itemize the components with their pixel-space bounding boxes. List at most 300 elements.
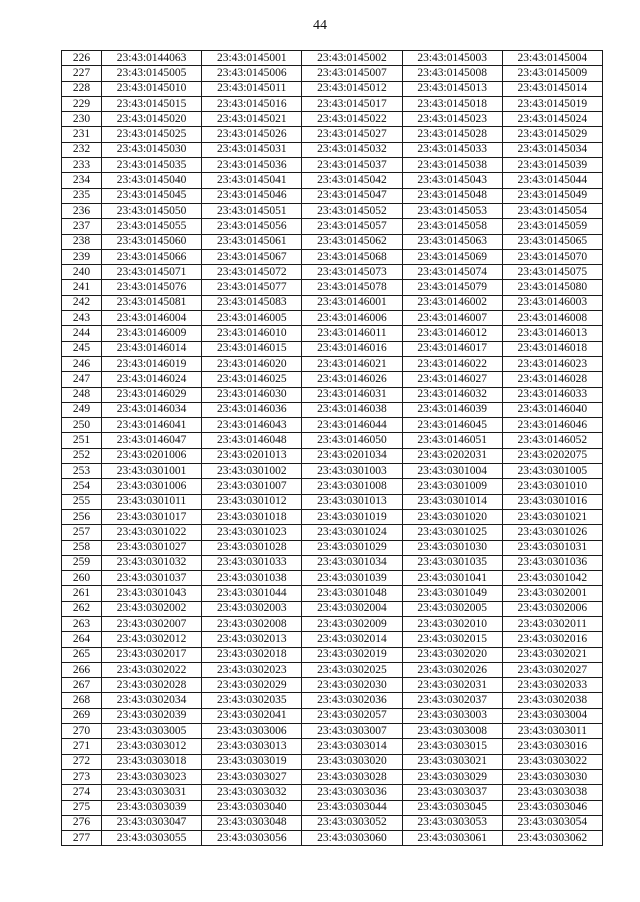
cadastral-code-cell: 23:43:0301020 <box>402 509 502 524</box>
cadastral-code-cell: 23:43:0145073 <box>302 265 402 280</box>
cadastral-code-cell: 23:43:0301011 <box>102 494 202 509</box>
cadastral-code-cell: 23:43:0145037 <box>302 158 402 173</box>
table-row <box>62 142 603 157</box>
cadastral-code-cell: 23:43:0303003 <box>402 708 502 723</box>
cadastral-code-cell: 23:43:0145054 <box>502 203 602 218</box>
cadastral-code-cell: 23:43:0146029 <box>102 387 202 402</box>
cadastral-code-cell: 23:43:0146051 <box>402 433 502 448</box>
cadastral-code-cell: 23:43:0301034 <box>302 555 402 570</box>
table-row <box>62 754 603 769</box>
cadastral-code-cell: 23:43:0301004 <box>402 464 502 479</box>
cadastral-code-cell: 23:43:0301033 <box>202 555 302 570</box>
cadastral-code-cell: 23:43:0145043 <box>402 173 502 188</box>
cadastral-code-cell: 23:43:0301010 <box>502 479 602 494</box>
table-row <box>62 769 603 784</box>
cadastral-code-cell: 23:43:0302002 <box>102 601 202 616</box>
cadastral-code-cell: 23:43:0302021 <box>502 647 602 662</box>
cadastral-code-cell: 23:43:0146007 <box>402 311 502 326</box>
cadastral-code-cell: 23:43:0301035 <box>402 555 502 570</box>
row-number-cell: 263 <box>62 616 102 631</box>
row-number-cell: 234 <box>62 173 102 188</box>
table-row <box>62 693 603 708</box>
cadastral-code-cell: 23:43:0146011 <box>302 326 402 341</box>
cadastral-code-cell: 23:43:0146038 <box>302 402 402 417</box>
cadastral-code-cell: 23:43:0301026 <box>502 525 602 540</box>
row-number-cell: 255 <box>62 494 102 509</box>
row-number-cell: 277 <box>62 831 102 846</box>
table-row <box>62 632 603 647</box>
cadastral-code-cell: 23:43:0145013 <box>402 81 502 96</box>
cadastral-code-cell: 23:43:0146050 <box>302 433 402 448</box>
table-row <box>62 96 603 111</box>
cadastral-code-cell: 23:43:0301025 <box>402 525 502 540</box>
cadastral-code-cell: 23:43:0301009 <box>402 479 502 494</box>
cadastral-code-cell: 23:43:0301023 <box>202 525 302 540</box>
cadastral-code-cell: 23:43:0302022 <box>102 662 202 677</box>
table-row <box>62 265 603 280</box>
cadastral-code-cell: 23:43:0303055 <box>102 831 202 846</box>
cadastral-code-cell: 23:43:0145044 <box>502 173 602 188</box>
cadastral-code-cell: 23:43:0301042 <box>502 571 602 586</box>
cadastral-code-cell: 23:43:0303018 <box>102 754 202 769</box>
table-row <box>62 464 603 479</box>
table-row <box>62 708 603 723</box>
row-number-cell: 233 <box>62 158 102 173</box>
cadastral-code-cell: 23:43:0145020 <box>102 112 202 127</box>
cadastral-code-cell: 23:43:0301018 <box>202 509 302 524</box>
table-row <box>62 356 603 371</box>
cadastral-code-cell: 23:43:0145058 <box>402 219 502 234</box>
cadastral-code-cell: 23:43:0301005 <box>502 464 602 479</box>
cadastral-code-cell: 23:43:0145016 <box>202 96 302 111</box>
cadastral-code-cell: 23:43:0303032 <box>202 785 302 800</box>
cadastral-code-cell: 23:43:0145077 <box>202 280 302 295</box>
cadastral-code-cell: 23:43:0145007 <box>302 66 402 81</box>
table-row <box>62 402 603 417</box>
row-number-cell: 262 <box>62 601 102 616</box>
table-row <box>62 203 603 218</box>
cadastral-code-cell: 23:43:0303022 <box>502 754 602 769</box>
cadastral-code-cell: 23:43:0146010 <box>202 326 302 341</box>
cadastral-code-cell: 23:43:0301049 <box>402 586 502 601</box>
cadastral-code-cell: 23:43:0145072 <box>202 265 302 280</box>
cadastral-code-cell: 23:43:0145023 <box>402 112 502 127</box>
cadastral-code-cell: 23:43:0301017 <box>102 509 202 524</box>
cadastral-code-cell: 23:43:0201034 <box>302 448 402 463</box>
cadastral-code-cell: 23:43:0302019 <box>302 647 402 662</box>
table-row <box>62 219 603 234</box>
cadastral-code-cell: 23:43:0303007 <box>302 724 402 739</box>
table-row <box>62 387 603 402</box>
cadastral-code-cell: 23:43:0302006 <box>502 601 602 616</box>
cadastral-code-cell: 23:43:0301032 <box>102 555 202 570</box>
table-row <box>62 341 603 356</box>
cadastral-code-cell: 23:43:0145083 <box>202 295 302 310</box>
cadastral-code-cell: 23:43:0302007 <box>102 616 202 631</box>
cadastral-code-cell: 23:43:0145081 <box>102 295 202 310</box>
cadastral-code-cell: 23:43:0303038 <box>502 785 602 800</box>
cadastral-code-cell: 23:43:0303053 <box>402 815 502 830</box>
cadastral-code-cell: 23:43:0145038 <box>402 158 502 173</box>
table-row <box>62 494 603 509</box>
cadastral-code-cell: 23:43:0303004 <box>502 708 602 723</box>
cadastral-code-cell: 23:43:0303029 <box>402 769 502 784</box>
cadastral-code-cell: 23:43:0303036 <box>302 785 402 800</box>
cadastral-code-cell: 23:43:0302029 <box>202 678 302 693</box>
cadastral-code-cell: 23:43:0301007 <box>202 479 302 494</box>
row-number-cell: 237 <box>62 219 102 234</box>
cadastral-code-cell: 23:43:0145012 <box>302 81 402 96</box>
cadastral-code-cell: 23:43:0303012 <box>102 739 202 754</box>
cadastral-code-cell: 23:43:0303045 <box>402 800 502 815</box>
cadastral-code-cell: 23:43:0303008 <box>402 724 502 739</box>
cadastral-code-cell: 23:43:0146005 <box>202 311 302 326</box>
cadastral-code-cell: 23:43:0145001 <box>202 51 302 66</box>
cadastral-code-cell: 23:43:0146028 <box>502 372 602 387</box>
cadastral-code-cell: 23:43:0145063 <box>402 234 502 249</box>
row-number-cell: 246 <box>62 356 102 371</box>
cadastral-code-cell: 23:43:0302027 <box>502 662 602 677</box>
cadastral-code-cell: 23:43:0145066 <box>102 249 202 264</box>
cadastral-code-cell: 23:43:0145079 <box>402 280 502 295</box>
row-number-cell: 256 <box>62 509 102 524</box>
cadastral-code-cell: 23:43:0145055 <box>102 219 202 234</box>
cadastral-code-cell: 23:43:0301028 <box>202 540 302 555</box>
cadastral-code-cell: 23:43:0145009 <box>502 66 602 81</box>
cadastral-code-cell: 23:43:0302008 <box>202 616 302 631</box>
cadastral-code-cell: 23:43:0145074 <box>402 265 502 280</box>
cadastral-code-cell: 23:43:0303031 <box>102 785 202 800</box>
table-row <box>62 173 603 188</box>
cadastral-code-cell: 23:43:0301027 <box>102 540 202 555</box>
cadastral-code-cell: 23:43:0301029 <box>302 540 402 555</box>
cadastral-code-cell: 23:43:0145021 <box>202 112 302 127</box>
cadastral-code-cell: 23:43:0301002 <box>202 464 302 479</box>
row-number-cell: 264 <box>62 632 102 647</box>
table-row <box>62 295 603 310</box>
cadastral-code-cell: 23:43:0146020 <box>202 356 302 371</box>
cadastral-code-cell: 23:43:0303056 <box>202 831 302 846</box>
cadastral-code-cell: 23:43:0145006 <box>202 66 302 81</box>
cadastral-code-cell: 23:43:0146027 <box>402 372 502 387</box>
cadastral-code-cell: 23:43:0301044 <box>202 586 302 601</box>
cadastral-code-cell: 23:43:0302031 <box>402 678 502 693</box>
cadastral-code-cell: 23:43:0146033 <box>502 387 602 402</box>
cadastral-code-cell: 23:43:0145022 <box>302 112 402 127</box>
table-row <box>62 739 603 754</box>
table-row <box>62 448 603 463</box>
cadastral-code-cell: 23:43:0302030 <box>302 678 402 693</box>
cadastral-code-cell: 23:43:0302013 <box>202 632 302 647</box>
table-row <box>62 800 603 815</box>
row-number-cell: 229 <box>62 96 102 111</box>
cadastral-code-cell: 23:43:0146021 <box>302 356 402 371</box>
cadastral-code-cell: 23:43:0303046 <box>502 800 602 815</box>
cadastral-code-cell: 23:43:0145069 <box>402 249 502 264</box>
table-row <box>62 66 603 81</box>
cadastral-code-cell: 23:43:0301024 <box>302 525 402 540</box>
cadastral-code-cell: 23:43:0145031 <box>202 142 302 157</box>
cadastral-code-cell: 23:43:0145047 <box>302 188 402 203</box>
cadastral-code-cell: 23:43:0145053 <box>402 203 502 218</box>
table-row <box>62 525 603 540</box>
table-row <box>62 280 603 295</box>
cadastral-code-cell: 23:43:0301012 <box>202 494 302 509</box>
cadastral-code-cell: 23:43:0302020 <box>402 647 502 662</box>
cadastral-code-cell: 23:43:0145010 <box>102 81 202 96</box>
table-row <box>62 418 603 433</box>
cadastral-code-cell: 23:43:0146008 <box>502 311 602 326</box>
row-number-cell: 269 <box>62 708 102 723</box>
table-row <box>62 158 603 173</box>
cadastral-code-cell: 23:43:0145035 <box>102 158 202 173</box>
cadastral-code-cell: 23:43:0145033 <box>402 142 502 157</box>
row-number-cell: 250 <box>62 418 102 433</box>
cadastral-code-cell: 23:43:0146043 <box>202 418 302 433</box>
cadastral-code-cell: 23:43:0302001 <box>502 586 602 601</box>
cadastral-code-cell: 23:43:0303020 <box>302 754 402 769</box>
cadastral-code-cell: 23:43:0302025 <box>302 662 402 677</box>
cadastral-code-cell: 23:43:0301006 <box>102 479 202 494</box>
row-number-cell: 232 <box>62 142 102 157</box>
cadastral-code-cell: 23:43:0145002 <box>302 51 402 66</box>
cadastral-code-cell: 23:43:0146023 <box>502 356 602 371</box>
cadastral-code-cell: 23:43:0146052 <box>502 433 602 448</box>
cadastral-code-cell: 23:43:0146016 <box>302 341 402 356</box>
row-number-cell: 235 <box>62 188 102 203</box>
cadastral-code-cell: 23:43:0303028 <box>302 769 402 784</box>
cadastral-code-cell: 23:43:0145029 <box>502 127 602 142</box>
cadastral-code-cell: 23:43:0303023 <box>102 769 202 784</box>
cadastral-code-cell: 23:43:0146030 <box>202 387 302 402</box>
table-row <box>62 326 603 341</box>
cadastral-code-cell: 23:43:0145015 <box>102 96 202 111</box>
cadastral-code-cell: 23:43:0146022 <box>402 356 502 371</box>
row-number-cell: 238 <box>62 234 102 249</box>
cadastral-code-cell: 23:43:0303039 <box>102 800 202 815</box>
cadastral-code-cell: 23:43:0145018 <box>402 96 502 111</box>
row-number-cell: 276 <box>62 815 102 830</box>
cadastral-code-cell: 23:43:0145040 <box>102 173 202 188</box>
cadastral-code-cell: 23:43:0301039 <box>302 571 402 586</box>
row-number-cell: 248 <box>62 387 102 402</box>
table-row <box>62 555 603 570</box>
cadastral-code-cell: 23:43:0302039 <box>102 708 202 723</box>
cadastral-code-cell: 23:43:0302010 <box>402 616 502 631</box>
cadastral-code-cell: 23:43:0145060 <box>102 234 202 249</box>
cadastral-code-cell: 23:43:0145032 <box>302 142 402 157</box>
cadastral-code-cell: 23:43:0302012 <box>102 632 202 647</box>
table-row <box>62 51 603 66</box>
cadastral-code-cell: 23:43:0145061 <box>202 234 302 249</box>
table-row <box>62 249 603 264</box>
cadastral-code-cell: 23:43:0145017 <box>302 96 402 111</box>
cadastral-code-cell: 23:43:0301003 <box>302 464 402 479</box>
cadastral-code-cell: 23:43:0146041 <box>102 418 202 433</box>
cadastral-code-cell: 23:43:0303037 <box>402 785 502 800</box>
cadastral-code-cell: 23:43:0201006 <box>102 448 202 463</box>
cadastral-code-cell: 23:43:0301008 <box>302 479 402 494</box>
row-number-cell: 257 <box>62 525 102 540</box>
row-number-cell: 261 <box>62 586 102 601</box>
row-number-cell: 254 <box>62 479 102 494</box>
table-row <box>62 127 603 142</box>
row-number-cell: 260 <box>62 571 102 586</box>
cadastral-code-cell: 23:43:0301030 <box>402 540 502 555</box>
table-row <box>62 831 603 846</box>
table-row <box>62 586 603 601</box>
row-number-cell: 251 <box>62 433 102 448</box>
cadastral-code-cell: 23:43:0303040 <box>202 800 302 815</box>
table-row <box>62 815 603 830</box>
cadastral-code-cell: 23:43:0301016 <box>502 494 602 509</box>
cadastral-code-cell: 23:43:0146014 <box>102 341 202 356</box>
table-row <box>62 433 603 448</box>
cadastral-code-cell: 23:43:0145046 <box>202 188 302 203</box>
row-number-cell: 258 <box>62 540 102 555</box>
cadastral-code-cell: 23:43:0302014 <box>302 632 402 647</box>
cadastral-code-cell: 23:43:0146032 <box>402 387 502 402</box>
row-number-cell: 245 <box>62 341 102 356</box>
cadastral-code-cell: 23:43:0145051 <box>202 203 302 218</box>
cadastral-code-cell: 23:43:0145070 <box>502 249 602 264</box>
table-row <box>62 785 603 800</box>
cadastral-code-cell: 23:43:0145014 <box>502 81 602 96</box>
cadastral-code-cell: 23:43:0302035 <box>202 693 302 708</box>
cadastral-code-cell: 23:43:0146017 <box>402 341 502 356</box>
cadastral-code-cell: 23:43:0145056 <box>202 219 302 234</box>
cadastral-code-cell: 23:43:0303047 <box>102 815 202 830</box>
cadastral-code-cell: 23:43:0146004 <box>102 311 202 326</box>
cadastral-code-cell: 23:43:0302005 <box>402 601 502 616</box>
cadastral-code-cell: 23:43:0145049 <box>502 188 602 203</box>
row-number-cell: 267 <box>62 678 102 693</box>
row-number-cell: 272 <box>62 754 102 769</box>
cadastral-code-cell: 23:43:0145024 <box>502 112 602 127</box>
cadastral-code-cell: 23:43:0301022 <box>102 525 202 540</box>
row-number-cell: 266 <box>62 662 102 677</box>
row-number-cell: 274 <box>62 785 102 800</box>
cadastral-code-cell: 23:43:0145067 <box>202 249 302 264</box>
row-number-cell: 242 <box>62 295 102 310</box>
cadastral-code-cell: 23:43:0145052 <box>302 203 402 218</box>
cadastral-code-cell: 23:43:0146044 <box>302 418 402 433</box>
row-number-cell: 241 <box>62 280 102 295</box>
cadastral-code-cell: 23:43:0303019 <box>202 754 302 769</box>
row-number-cell: 228 <box>62 81 102 96</box>
cadastral-code-cell: 23:43:0303005 <box>102 724 202 739</box>
row-number-cell: 239 <box>62 249 102 264</box>
cadastral-code-cell: 23:43:0145005 <box>102 66 202 81</box>
row-number-cell: 230 <box>62 112 102 127</box>
cadastral-code-cell: 23:43:0302041 <box>202 708 302 723</box>
cadastral-code-cell: 23:43:0302009 <box>302 616 402 631</box>
cadastral-code-cell: 23:43:0301021 <box>502 509 602 524</box>
row-number-cell: 227 <box>62 66 102 81</box>
cadastral-code-cell: 23:43:0146047 <box>102 433 202 448</box>
cadastral-code-cell: 23:43:0301037 <box>102 571 202 586</box>
table-row <box>62 234 603 249</box>
cadastral-code-cell: 23:43:0145008 <box>402 66 502 81</box>
cadastral-code-cell: 23:43:0145068 <box>302 249 402 264</box>
cadastral-code-cell: 23:43:0145045 <box>102 188 202 203</box>
cadastral-code-cell: 23:43:0302015 <box>402 632 502 647</box>
cadastral-code-cell: 23:43:0145078 <box>302 280 402 295</box>
cadastral-code-cell: 23:43:0301031 <box>502 540 602 555</box>
cadastral-code-cell: 23:43:0303054 <box>502 815 602 830</box>
cadastral-code-cell: 23:43:0146015 <box>202 341 302 356</box>
cadastral-code-cell: 23:43:0146001 <box>302 295 402 310</box>
cadastral-code-cell: 23:43:0145041 <box>202 173 302 188</box>
table-row <box>62 540 603 555</box>
table-row <box>62 678 603 693</box>
cadastral-code-cell: 23:43:0302003 <box>202 601 302 616</box>
table-row <box>62 311 603 326</box>
table-row <box>62 81 603 96</box>
cadastral-code-cell: 23:43:0145071 <box>102 265 202 280</box>
cadastral-code-cell: 23:43:0302026 <box>402 662 502 677</box>
cadastral-code-cell: 23:43:0145030 <box>102 142 202 157</box>
cadastral-code-cell: 23:43:0146039 <box>402 402 502 417</box>
cadastral-code-cell: 23:43:0301001 <box>102 464 202 479</box>
row-number-cell: 275 <box>62 800 102 815</box>
table-row <box>62 479 603 494</box>
cadastral-code-cell: 23:43:0145039 <box>502 158 602 173</box>
cadastral-code-cell: 23:43:0302016 <box>502 632 602 647</box>
cadastral-code-cell: 23:43:0303044 <box>302 800 402 815</box>
row-number-cell: 268 <box>62 693 102 708</box>
cadastral-code-cell: 23:43:0146002 <box>402 295 502 310</box>
cadastral-code-cell: 23:43:0146019 <box>102 356 202 371</box>
row-number-cell: 243 <box>62 311 102 326</box>
row-number-cell: 273 <box>62 769 102 784</box>
cadastral-code-cell: 23:43:0146024 <box>102 372 202 387</box>
cadastral-code-cell: 23:43:0201013 <box>202 448 302 463</box>
cadastral-code-cell: 23:43:0145027 <box>302 127 402 142</box>
cadastral-code-cell: 23:43:0145080 <box>502 280 602 295</box>
cadastral-code-cell: 23:43:0202031 <box>402 448 502 463</box>
row-number-cell: 271 <box>62 739 102 754</box>
cadastral-code-cell: 23:43:0146012 <box>402 326 502 341</box>
cadastral-code-cell: 23:43:0303016 <box>502 739 602 754</box>
row-number-cell: 244 <box>62 326 102 341</box>
cadastral-code-cell: 23:43:0303030 <box>502 769 602 784</box>
table-row <box>62 601 603 616</box>
cadastral-code-cell: 23:43:0303006 <box>202 724 302 739</box>
row-number-cell: 226 <box>62 51 102 66</box>
cadastral-code-cell: 23:43:0146025 <box>202 372 302 387</box>
cadastral-code-cell: 23:43:0146031 <box>302 387 402 402</box>
cadastral-code-cell: 23:43:0145034 <box>502 142 602 157</box>
cadastral-code-cell: 23:43:0303052 <box>302 815 402 830</box>
row-number-cell: 252 <box>62 448 102 463</box>
cadastral-code-cell: 23:43:0301019 <box>302 509 402 524</box>
table-row <box>62 724 603 739</box>
cadastral-code-cell: 23:43:0302023 <box>202 662 302 677</box>
table-row <box>62 509 603 524</box>
table-row <box>62 616 603 631</box>
cadastral-code-cell: 23:43:0302038 <box>502 693 602 708</box>
cadastral-code-cell: 23:43:0145011 <box>202 81 302 96</box>
row-number-cell: 231 <box>62 127 102 142</box>
cadastral-code-cell: 23:43:0302004 <box>302 601 402 616</box>
page-number: 44 <box>313 18 327 33</box>
cadastral-code-cell: 23:43:0145076 <box>102 280 202 295</box>
cadastral-code-cell: 23:43:0145036 <box>202 158 302 173</box>
cadastral-code-cell: 23:43:0145026 <box>202 127 302 142</box>
cadastral-code-cell: 23:43:0145062 <box>302 234 402 249</box>
table-row <box>62 188 603 203</box>
